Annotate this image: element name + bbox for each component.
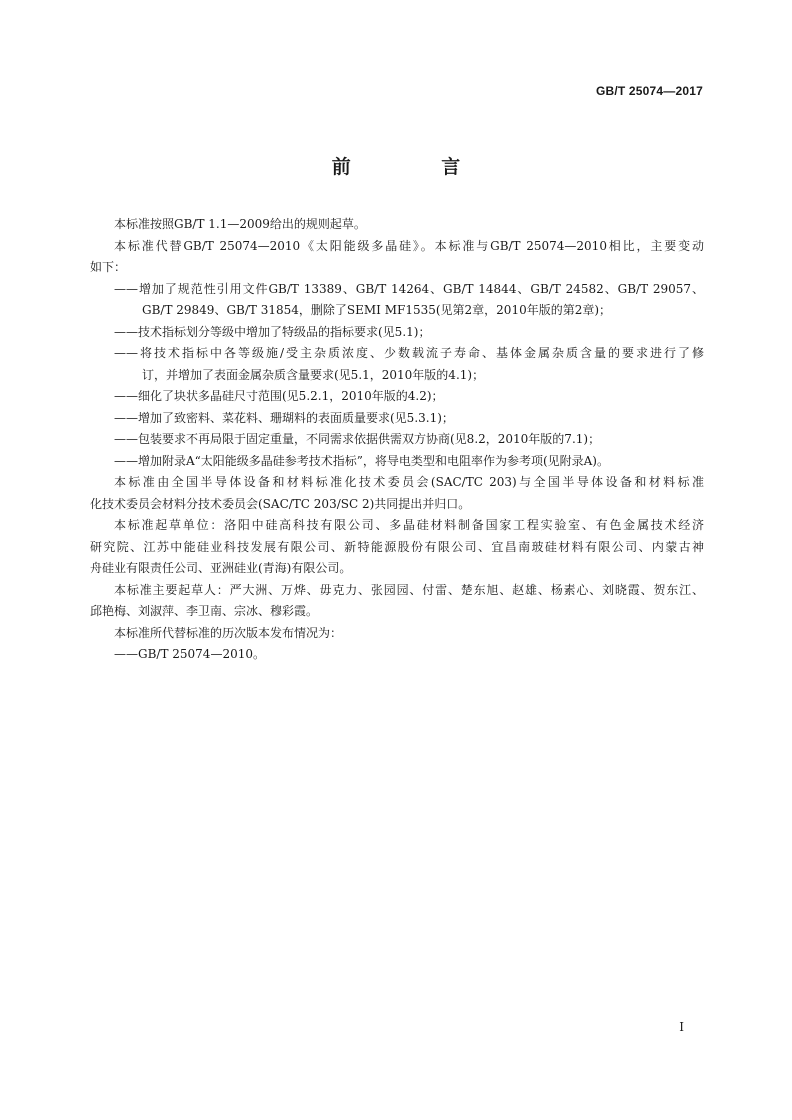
text-line: ——增加了致密料、菜花料、珊瑚料的表面质量要求(见5.3.1)；	[114, 410, 454, 425]
text-line: 本标准按照GB/T 1.1—2009给出的规则起草。	[114, 217, 366, 231]
text-line: ——细化了块状多晶硅尺寸范围(见5.2.1，2010年版的4.2)；	[114, 389, 444, 403]
text-line: 舟硅业有限责任公司、亚洲硅业(青海)有限公司。	[90, 561, 352, 575]
standard-code: GB/T 25074—2017	[595, 84, 703, 98]
text-line: ——包装要求不再局限于固定重量，不同需求依据供需双方协商(见8.2，2010年版的7.1)；	[114, 432, 601, 446]
page-title: 前 言	[331, 156, 503, 178]
text-line: 订，并增加了表面金属杂质含量要求(见5.1，2010年版的4.1)；	[142, 367, 485, 382]
text-line: 本标准主要起草人：严大洲、万烨、毋克力、张园园、付雷、楚东旭、赵雄、杨素心、刘晓霞、贺东江、	[114, 582, 704, 597]
text-line: 本标准起草单位：洛阳中硅高科技有限公司、多晶硅材料制备国家工程实验室、有色金属技术经济	[114, 518, 704, 532]
text-line: 如下：	[90, 260, 127, 274]
text-line: 化技术委员会材料分技术委员会(SAC/TC 203/SC 2)共同提出并归口。	[90, 496, 471, 511]
text-line: 邱艳梅、刘淑萍、李卫南、宗冰、穆彩霞。	[90, 604, 319, 618]
text-line: ——将技术指标中各等级施/受主杂质浓度、少数载流子寿命、基体金属杂质含量的要求进行了修	[114, 346, 704, 360]
text-line: ——增加附录A“太阳能级多晶硅参考技术指标”，将导电类型和电阻率作为参考项(见附录A)。	[114, 453, 609, 468]
text-line: GB/T 29849、GB/T 31854，删除了SEMI MF1535(见第2章，2010年版的第2章)；	[142, 303, 612, 317]
text-line: 本标准代替GB/T 25074—2010《太阳能级多晶硅》。本标准与GB/T 25074—2010相比，主要变动	[114, 238, 704, 253]
text-line: 研究院、江苏中能硅业科技发展有限公司、新特能源股份有限公司、宜昌南玻硅材料有限公司、内蒙古神	[90, 539, 704, 554]
text-line: ——GB/T 25074—2010。	[114, 647, 265, 661]
text-line: ——技术指标划分等级中增加了特级品的指标要求(见5.1)；	[114, 324, 431, 339]
text-line: 本标准由全国半导体设备和材料标准化技术委员会(SAC/TC 203)与全国半导体设备和材料标准	[114, 475, 704, 489]
foreword-body	[90, 214, 704, 666]
page-number: I	[679, 1020, 684, 1034]
text-line: 本标准所代替标准的历次版本发布情况为：	[114, 625, 343, 640]
text-line: ——增加了规范性引用文件GB/T 13389、GB/T 14264、GB/T 14844、GB/T 24582、GB/T 29057、	[114, 281, 704, 296]
